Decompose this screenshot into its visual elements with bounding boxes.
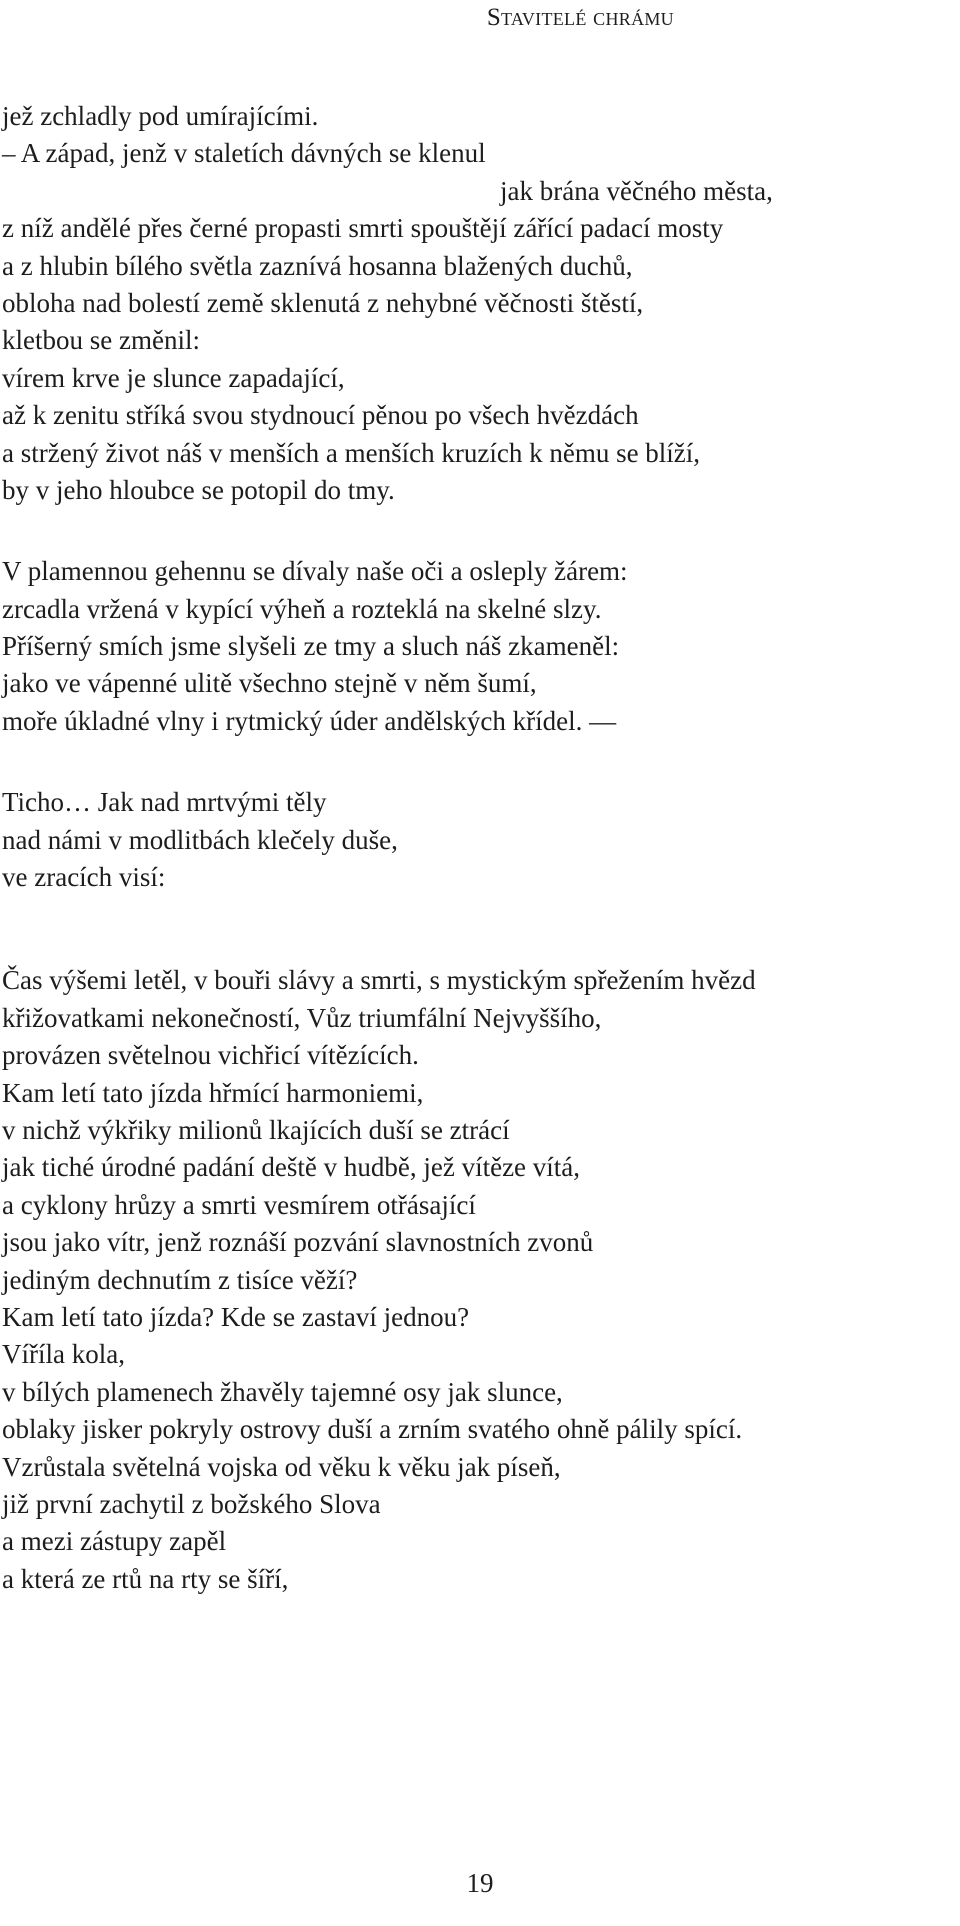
poem-line: jsou jako vítr, jenž roznáší pozvání slavnostních zvonů: [2, 1227, 594, 1258]
poem-line: v nichž výkřiky milionů lkajících duší se ztrácí: [2, 1114, 510, 1145]
poem-line: V plamennou gehennu se dívaly naše oči a osleply žárem:: [2, 556, 628, 587]
poem-line: a mezi zástupy zapěl: [2, 1526, 227, 1557]
poem-line: a stržený život náš v menších a menších kruzích k němu se blíží,: [2, 437, 701, 468]
poem-line: a z hlubin bílého světla zaznívá hosanna blažených duchů,: [2, 250, 633, 281]
poem-line: by v jeho hloubce se potopil do tmy.: [2, 474, 395, 505]
poem-line: v bílých plamenech žhavěly tajemné osy jak slunce,: [2, 1376, 563, 1407]
poem-line-indented: jak brána věčného města,: [500, 175, 773, 206]
poem-line: ve zracích visí:: [2, 862, 166, 893]
stanza-4: [2, 962, 952, 1598]
stanza-break: [2, 509, 952, 553]
stanza-1: [2, 98, 952, 509]
stanza-3: [2, 784, 952, 896]
poem-line: oblaky jisker pokryly ostrovy duší a zrním svatého ohně pálily spící.: [2, 1414, 743, 1445]
poem-line: a která ze rtů na rty se šíří,: [2, 1563, 289, 1594]
poem-line: Víříla kola,: [2, 1339, 125, 1370]
poem-line: Kam letí tato jízda? Kde se zastaví jednou?: [2, 1301, 470, 1332]
poem-line: nad námi v modlitbách klečely duše,: [2, 824, 398, 855]
poem-text: [2, 98, 952, 1598]
poem-line: provázen světelnou vichřicí vítězících.: [2, 1040, 419, 1071]
poem-line: zrcadla vržená v kypící výheň a rozteklá na skelné slzy.: [2, 593, 602, 624]
running-header-title: Stavitelé chrámu: [486, 4, 674, 31]
poem-line: křižovatkami nekonečností, Vůz triumfální Nejvyššího,: [2, 1002, 602, 1033]
stanza-2: [2, 553, 952, 740]
poem-line: jako ve vápenné ulitě všechno stejně v něm šumí,: [2, 668, 537, 699]
poem-line: Kam letí tato jízda hřmící harmoniemi,: [2, 1077, 424, 1108]
poem-line: Vzrůstala světelná vojska od věku k věku jak píseň,: [2, 1451, 561, 1482]
stanza-break: [2, 740, 952, 784]
page-number: 19: [466, 1868, 494, 1898]
poem-line: jak tiché úrodné padání deště v hudbě, jež vítěze vítá,: [2, 1152, 581, 1183]
poem-line: již první zachytil z božského Slova: [2, 1488, 381, 1519]
poem-line: z níž andělé přes černé propasti smrti spouštějí zářící padací mosty: [2, 213, 724, 244]
poem-line: – A západ, jenž v staletích dávných se klenul: [2, 138, 486, 169]
poem-line: vírem krve je slunce zapadající,: [2, 362, 345, 393]
poem-line: jež zchladly pod umírajícími.: [2, 101, 319, 131]
poem-line: až k zenitu stříká svou stydnoucí pěnou po všech hvězdách: [2, 400, 639, 431]
poem-line: Čas výšemi letěl, v bouři slávy a smrti, s mystickým spřežením hvězd: [2, 965, 756, 996]
poem-line: Ticho… Jak nad mrtvými těly: [2, 787, 327, 818]
poem-line: moře úkladné vlny i rytmický úder andělských křídel. —: [2, 705, 617, 736]
poem-line: a cyklony hrůzy a smrti vesmírem otřásající: [2, 1189, 476, 1220]
poem-line: kletbou se změnil:: [2, 325, 200, 356]
poem-line: jediným dechnutím z tisíce věží?: [2, 1264, 358, 1295]
poem-line: Příšerný smích jsme slyšeli ze tmy a sluch náš zkameněl:: [2, 631, 620, 662]
stanza-break: [2, 896, 952, 962]
poem-line: obloha nad bolestí země sklenutá z nehybné věčnosti štěstí,: [2, 287, 644, 318]
